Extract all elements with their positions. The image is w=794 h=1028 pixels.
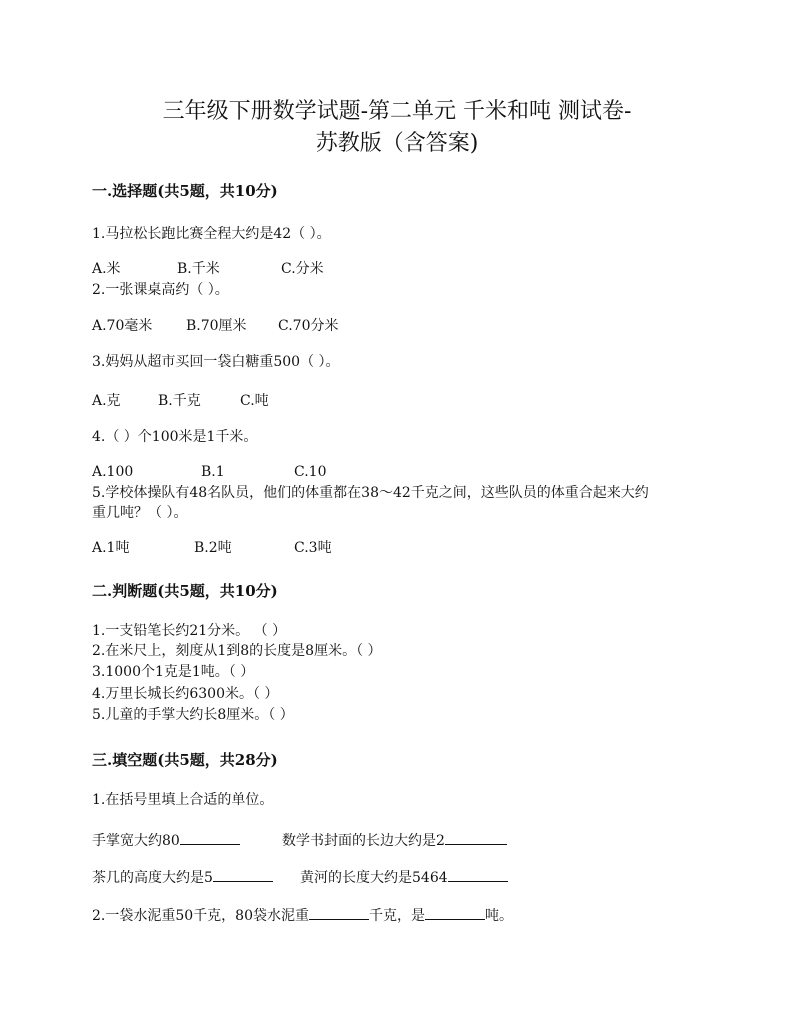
question-3-text: 3.妈妈从超市买回一袋白糖重500（ ）。 <box>92 354 340 370</box>
fill-item-table <box>92 867 273 888</box>
judge-item: 5.儿童的手掌大约长8厘米。（ ） <box>92 707 294 723</box>
q5-option-a: A.1吨 <box>92 540 130 556</box>
fill-item-book-label: 数学书封面的长边大约是2 <box>282 833 445 849</box>
q3-option-c: C.吨 <box>240 393 269 409</box>
q2-option-a: A.70毫米 <box>92 318 153 334</box>
q1-option-a: A.米 <box>92 261 121 277</box>
fill-item-river <box>300 867 508 888</box>
answer-blank[interactable] <box>425 905 485 920</box>
judge-item: 2.在米尺上，刻度从1到8的长度是8厘米。（ ） <box>92 643 382 659</box>
fill-question-2 <box>92 905 513 926</box>
q4-option-a: A.100 <box>92 464 134 480</box>
fill-item-palm-label: 手掌宽大约80 <box>92 833 180 849</box>
title-line-2: 苏教版（含答案) <box>315 131 479 156</box>
q4-option-c: C.10 <box>294 464 327 480</box>
section-judge-heading: 二.判断题(共5题，共10分) <box>92 582 278 600</box>
title-line-1: 三年级下册数学试题-第二单元 千米和吨 测试卷- <box>162 99 632 124</box>
answer-blank[interactable] <box>180 830 240 845</box>
q3-option-a: A.克 <box>92 393 121 409</box>
answer-blank[interactable] <box>445 830 507 845</box>
section-fill-heading: 三.填空题(共5题，共28分) <box>92 751 278 769</box>
question-5-text-line-2: 重几吨？（ ）。 <box>92 505 188 521</box>
answer-blank[interactable] <box>448 867 508 882</box>
q5-option-b: B.2吨 <box>194 540 232 556</box>
fill-question-2-part-2: 千克，是 <box>369 908 425 924</box>
fill-question-1-text: 1.在括号里填上合适的单位。 <box>92 792 274 808</box>
fill-item-book <box>282 830 507 851</box>
question-4-text: 4.（ ）个100米是1千米。 <box>92 429 258 445</box>
q2-option-c: C.70分米 <box>278 318 339 334</box>
q3-option-b: B.千克 <box>158 393 201 409</box>
q2-option-b: B.70厘米 <box>186 318 247 334</box>
q1-option-c: C.分米 <box>281 261 324 277</box>
judge-item: 4.万里长城长约6300米。（ ） <box>92 686 279 702</box>
fill-item-palm <box>92 830 240 851</box>
question-5-text-line-1: 5.学校体操队有48名队员，他们的体重都在38～42千克之间，这些队员的体重合起来大约 <box>92 485 649 501</box>
judge-item: 3.1000个1克是1吨。（ ） <box>92 664 255 680</box>
judge-item: 1.一支铅笔长约21分米。 （ ） <box>92 623 287 639</box>
question-1-text: 1.马拉松长跑比赛全程大约是42（ ）。 <box>92 226 331 242</box>
fill-question-2-part-3: 吨。 <box>485 908 513 924</box>
answer-blank[interactable] <box>309 905 369 920</box>
q5-option-c: C.3吨 <box>294 540 332 556</box>
fill-question-2-part-1: 2.一袋水泥重50千克，80袋水泥重 <box>92 908 309 924</box>
question-2-text: 2.一张课桌高约（ ）。 <box>92 282 229 298</box>
fill-item-river-label: 黄河的长度大约是5464 <box>300 870 448 886</box>
section-choice-heading: 一.选择题(共5题，共10分) <box>92 182 278 200</box>
q4-option-b: B.1 <box>201 464 225 480</box>
answer-blank[interactable] <box>213 867 273 882</box>
fill-item-table-label: 茶几的高度大约是5 <box>92 870 213 886</box>
q1-option-b: B.千米 <box>177 261 220 277</box>
